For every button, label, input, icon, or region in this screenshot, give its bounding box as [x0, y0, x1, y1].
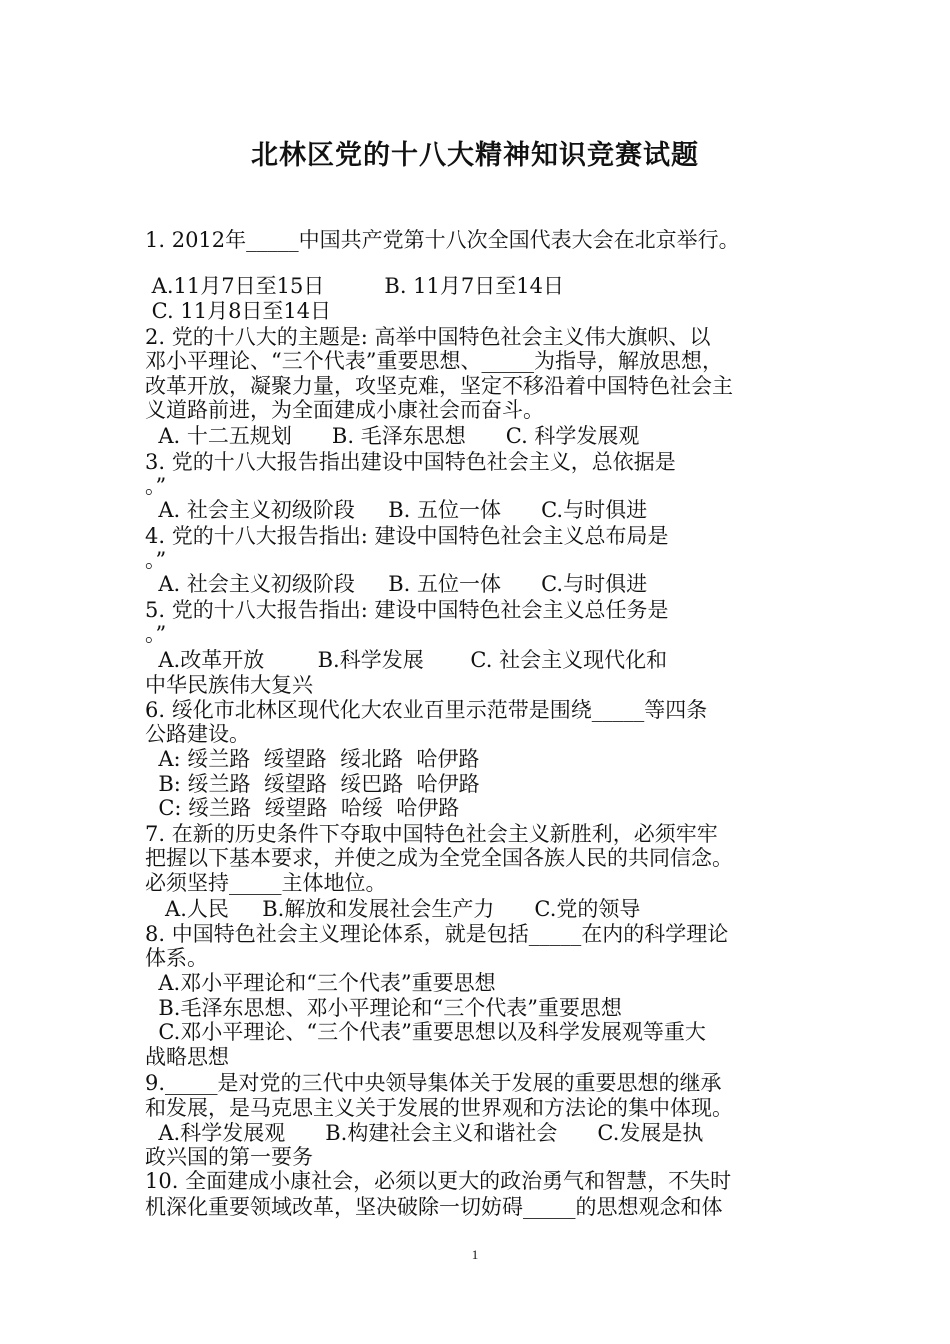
text-line: 。”: [145, 548, 167, 572]
text-line: 。”: [145, 474, 167, 498]
text-line: 公路建设。: [145, 722, 250, 746]
text-line: B.毛泽东思想、邓小平理论和“三个代表”重要思想: [145, 996, 622, 1020]
text-line: C: 绥兰路 绥望路 哈绥 哈伊路: [145, 796, 460, 820]
text-line: A.邓小平理论和“三个代表”重要思想: [145, 971, 496, 995]
document-title: 北林区党的十八大精神知识竞赛试题: [251, 140, 699, 171]
text-line: 改革开放，凝聚力量，攻坚克难，坚定不移沿着中国特色社会主: [145, 374, 733, 398]
text-line: 5. 党的十八大报告指出: 建设中国特色社会主义总任务是: [145, 598, 669, 622]
text-line: B: 绥兰路 绥望路 绥巴路 哈伊路: [145, 772, 480, 796]
text-line: 中华民族伟大复兴: [145, 673, 313, 697]
text-line: 1. 2012年_____中国共产党第十八次全国代表大会在北京举行。: [145, 228, 740, 252]
text-line: 体系。: [145, 946, 208, 970]
text-line: 6. 绥化市北林区现代化大农业百里示范带是围绕_____等四条: [145, 698, 708, 722]
text-line: C. 11月8日至14日: [145, 299, 332, 323]
text-line: A. 十二五规划 B. 毛泽东思想 C. 科学发展观: [145, 424, 640, 448]
text-line: 邓小平理论、“三个代表”重要思想、_____为指导，解放思想，: [145, 349, 723, 373]
text-line: 10. 全面建成小康社会，必须以更大的政治勇气和智慧，不失时: [145, 1169, 732, 1193]
text-line: 必须坚持_____主体地位。: [145, 871, 387, 895]
text-line: 9._____是对党的三代中央领导集体关于发展的重要思想的继承: [145, 1071, 722, 1095]
text-line: 8. 中国特色社会主义理论体系，就是包括_____在内的科学理论: [145, 922, 729, 946]
text-line: 2. 党的十八大的主题是: 高举中国特色社会主义伟大旗帜、以: [145, 325, 711, 349]
text-line: 政兴国的第一要务: [145, 1145, 313, 1169]
text-line: 战略思想: [145, 1045, 229, 1069]
text-line: 和发展，是马克思主义关于发展的世界观和方法论的集中体现。: [145, 1096, 733, 1120]
text-line: A. 社会主义初级阶段 B. 五位一体 C.与时俱进: [145, 572, 648, 596]
text-line: A: 绥兰路 绥望路 绥北路 哈伊路: [145, 747, 480, 771]
text-line: A.人民 B.解放和发展社会生产力 C.党的领导: [145, 897, 641, 921]
text-line: 4. 党的十八大报告指出: 建设中国特色社会主义总布局是: [145, 524, 669, 548]
text-line: A. 社会主义初级阶段 B. 五位一体 C.与时俱进: [145, 498, 648, 522]
text-line: C.邓小平理论、“三个代表”重要思想以及科学发展观等重大: [145, 1020, 706, 1044]
text-line: 7. 在新的历史条件下夺取中国特色社会主义新胜利，必须牢牢: [145, 822, 718, 846]
text-line: 3. 党的十八大报告指出建设中国特色社会主义，总依据是: [145, 450, 676, 474]
text-line: 义道路前进，为全面建成小康社会而奋斗。: [145, 398, 544, 422]
text-line: 把握以下基本要求，并使之成为全党全国各族人民的共同信念。: [145, 846, 733, 870]
page-number: 1: [471, 1247, 479, 1262]
text-line: 机深化重要领域改革，坚决破除一切妨碍_____的思想观念和体: [145, 1195, 723, 1219]
text-line: A.11月7日至15日 B. 11月7日至14日: [145, 274, 564, 298]
text-line: A.科学发展观 B.构建社会主义和谐社会 C.发展是执: [145, 1121, 704, 1145]
text-line: 。”: [145, 622, 167, 646]
text-line: A.改革开放 B.科学发展 C. 社会主义现代化和: [145, 648, 668, 672]
